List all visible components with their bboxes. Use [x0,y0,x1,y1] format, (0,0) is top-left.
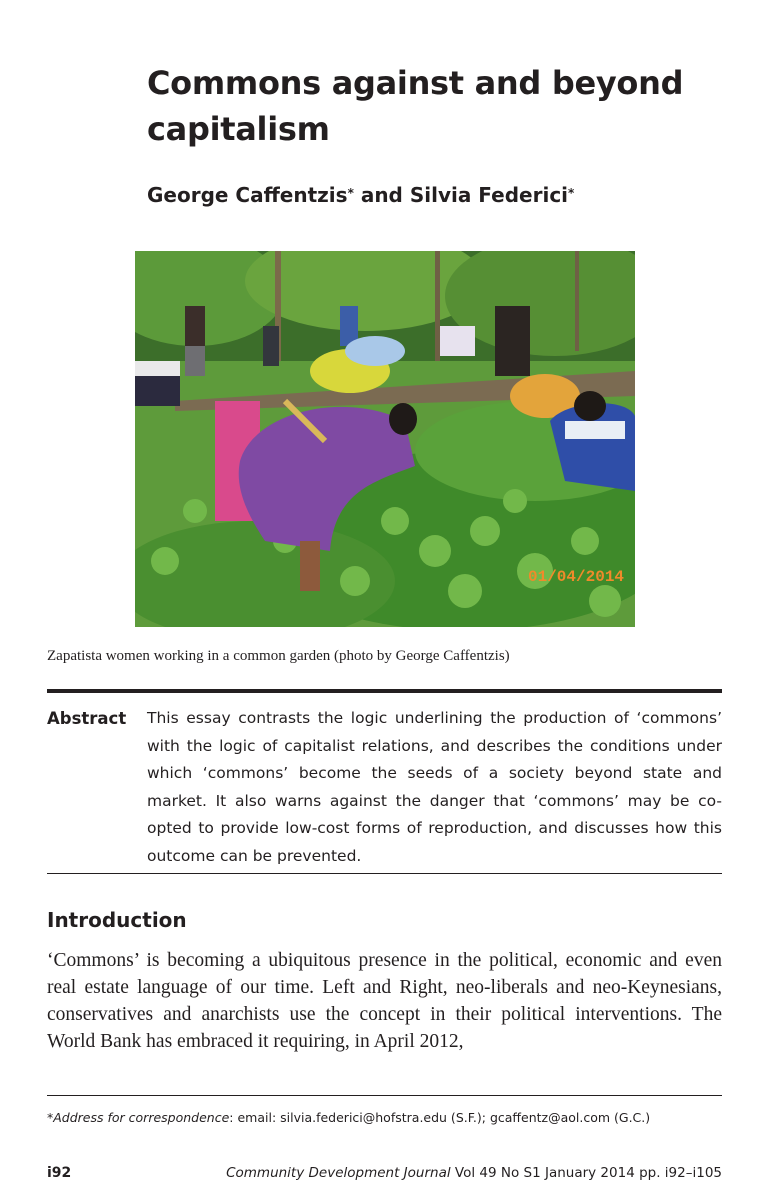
footnote-label: Address for correspondence [53,1110,230,1125]
garden-photo-illustration [135,251,635,627]
abstract-bottom-rule [47,873,722,874]
photo-date-stamp: 01/04/2014 [528,568,625,586]
page-number: i92 [47,1165,72,1181]
abstract-label: Abstract [47,709,127,728]
author-marker: * [347,186,354,200]
footnote-rule [47,1095,722,1096]
abstract-top-rule [47,689,722,693]
abstract-text: This essay contrasts the logic underlining the production of ‘commons’ with the logic of capitalist relations, and describes the conditions under which ‘commons’ become the seeds of a society beyond state and market. It also warns against the danger that ‘commons’ may be co-opted to provide low-cost forms of reproduction, and discusses how this outcome can be prevented. [147,709,722,865]
footnote-text: : email: silvia.federici@hofstra.edu (S.F.); gcaffentz@aol.com (G.C.) [229,1110,651,1125]
figure-caption: Zapatista women working in a common garden (photo by George Caffentzis) [47,648,510,664]
article-title: Commons against and beyond capitalism [147,64,684,148]
author-name: George Caffentzis [147,183,348,207]
section-heading-introduction: Introduction [47,908,187,932]
garden-photo [135,251,635,627]
journal-volume-info: Vol 49 No S1 January 2014 pp. i92–i105 [450,1165,722,1181]
correspondence-footnote [47,1109,722,1127]
author-name: Silvia Federici [409,183,569,207]
journal-citation [226,1163,722,1183]
introduction-paragraph: ‘Commons’ is becoming a ubiquitous presence in the political, economic and even real estate language of our time. Left and Right, neo-liberals and neo-Keynesians, conservatives and anarchists use the concept in their political interventions. The World Bank has embraced it requiring, in April 2012, [47,950,722,1052]
author-marker: * [568,186,575,200]
author-separator: and [353,183,410,207]
journal-name: Community Development Journal [226,1165,451,1181]
footnote-marker: * [47,1110,54,1125]
article-authors [147,180,707,210]
